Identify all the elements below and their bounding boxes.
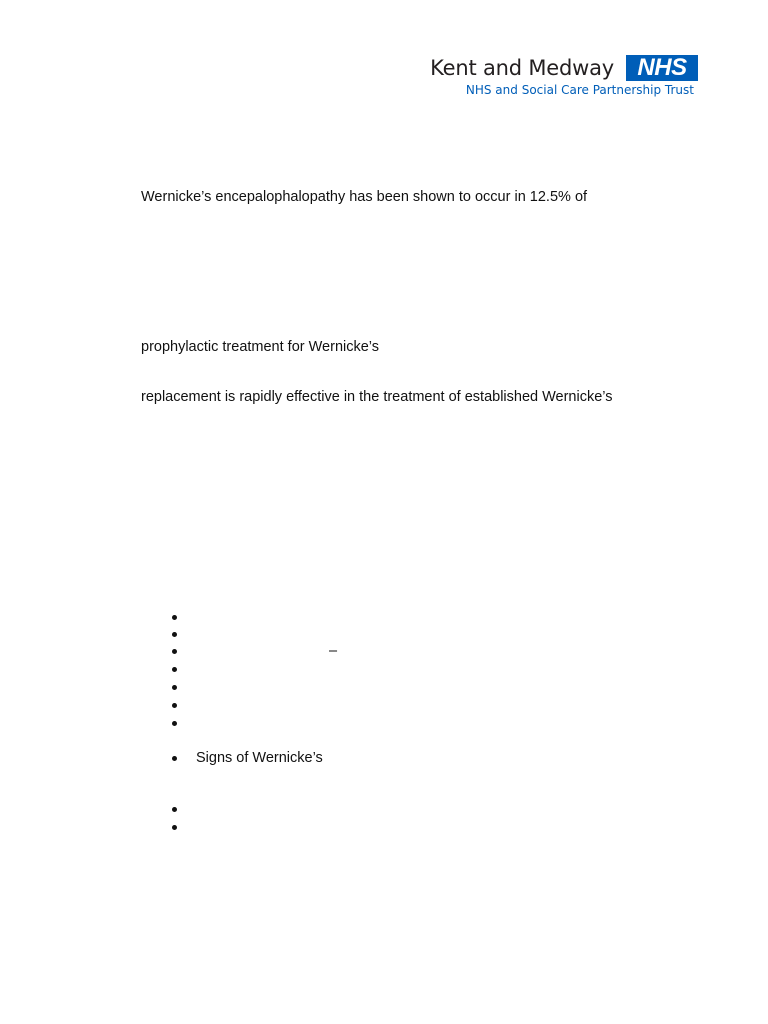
trust-name: Kent and Medway — [430, 56, 614, 80]
bullet-icon — [172, 825, 177, 830]
bullet-icon — [172, 721, 177, 726]
bullet-icon — [172, 807, 177, 812]
letterhead — [398, 52, 698, 100]
bullet-icon — [172, 649, 177, 654]
nhs-logo: NHS — [626, 55, 698, 81]
bullet-icon — [172, 667, 177, 672]
paragraph-2: prophylactic treatment for Wernicke’s — [141, 339, 380, 355]
bullet-icon — [172, 756, 177, 761]
paragraph-3: replacement is rapidly effective in the treatment of established Wernicke’s — [141, 389, 613, 405]
bullet-icon — [172, 685, 177, 690]
bullet-icon — [172, 703, 177, 708]
bullet-icon — [172, 615, 177, 620]
bullet-icon — [172, 632, 177, 637]
paragraph-1: Wernicke’s encepalophalopathy has been shown to occur in 12.5% of — [141, 189, 588, 205]
list-item-text: Signs of Wernicke’s — [196, 750, 323, 766]
trust-subtitle: NHS and Social Care Partnership Trust — [465, 83, 694, 97]
list-item-text: – — [329, 643, 338, 659]
